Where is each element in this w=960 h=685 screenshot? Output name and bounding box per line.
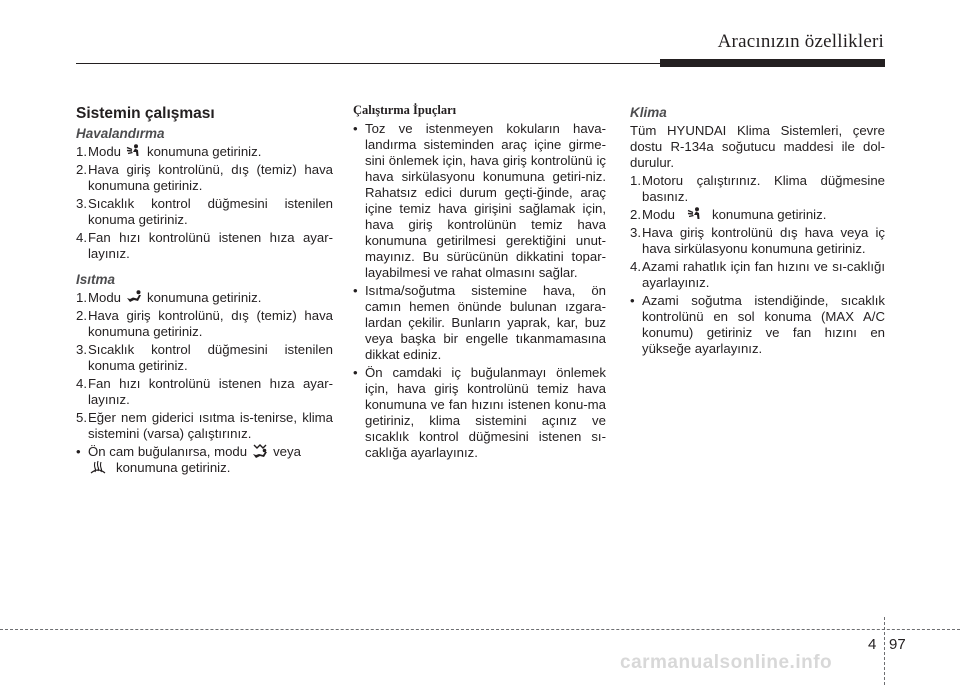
- item-number: 4.: [630, 259, 641, 274]
- column-3: [630, 100, 885, 359]
- floor-defrost-icon: [252, 444, 268, 459]
- bullet-item: [630, 293, 885, 357]
- bullet-item: [353, 283, 606, 363]
- item-number: 3.: [76, 196, 87, 211]
- item-text: Hava giriş kontrolünü, dış (temiz) hava konumuna getiriniz.: [88, 308, 333, 339]
- klima-heading: Klima: [630, 105, 667, 120]
- bullet-dot: •: [353, 121, 358, 136]
- bullet-item: [353, 365, 606, 461]
- list-item: [630, 225, 885, 257]
- list-item: [76, 144, 333, 160]
- item-text: Ön cam buğulanırsa, modu: [88, 444, 248, 459]
- floor-vent-icon: [126, 290, 142, 305]
- item-text: Modu: [642, 207, 675, 222]
- item-text: Isıtma/soğutma sistemine hava, ön camın hemen önünde bulunan ızgara-lardan çekilir. Bunların yaprak, kar, buz veya başka bir engelle tıkanmamasına dikkat ediniz.: [365, 283, 606, 362]
- item-text: Modu: [88, 144, 121, 159]
- item-text: Hava giriş kontrolünü dış hava veya iç hava sirkülasyonu konumuna getiriniz.: [642, 225, 885, 256]
- item-text: Fan hızı kontrolünü istenen hıza ayar-layınız.: [88, 376, 333, 407]
- list-item: [76, 290, 333, 306]
- item-text: Sıcaklık kontrol düğmesini istenilen konuma getiriniz.: [88, 196, 333, 227]
- item-text: Modu: [88, 290, 121, 305]
- list-item: [630, 207, 885, 223]
- item-text: Ön camdaki iç buğulanmayı önlemek için, hava giriş kontrolünü temiz hava konumuna ve fan hızını istenen konu-ma getiriniz, klima sistemini açınız ve sıcaklık kontrol düğmesini istenen sı-caklığa ayarlayınız.: [365, 365, 606, 460]
- item-number: 4.: [76, 230, 87, 245]
- page-number: 97: [889, 636, 906, 653]
- windshield-defrost-icon: [90, 460, 106, 475]
- footer-divider: [884, 617, 885, 685]
- list-item: [76, 342, 333, 374]
- item-text: Hava giriş kontrolünü, dış (temiz) hava konumuna getiriniz.: [88, 162, 333, 193]
- item-number: 3.: [76, 342, 87, 357]
- item-number: 2.: [76, 162, 87, 177]
- bullet-item: [353, 121, 606, 281]
- item-text: Azami soğutma istendiğinde, sıcaklık kontrolünü en sol konuma (MAX A/C konumu) getiriniz ve fan hızını en yükseğe ayarlayınız.: [642, 293, 885, 356]
- bullet-item: [76, 444, 333, 476]
- list-item: [76, 196, 333, 228]
- face-vent-icon: [687, 207, 703, 222]
- item-number: 5.: [76, 410, 87, 425]
- bullet-dot: •: [630, 293, 635, 308]
- item-text: Eğer nem giderici ısıtma is-tenirse, klima sistemini (varsa) çalıştırınız.: [88, 410, 333, 441]
- bullet-dot: •: [353, 283, 358, 298]
- intro-paragraph: Tüm HYUNDAI Klima Sistemleri, çevre dostu R-134a soğutucu maddesi ile dol-durulur.: [630, 123, 885, 170]
- section-title: Sistemin çalışması: [76, 105, 215, 122]
- heating-heading: Isıtma: [76, 272, 116, 287]
- item-number: 2.: [630, 207, 641, 222]
- item-number: 1.: [76, 144, 87, 159]
- tips-heading: Çalıştırma İpuçları: [353, 103, 457, 117]
- item-text: veya: [273, 444, 301, 459]
- chapter-title: Aracınızın özellikleri: [717, 31, 884, 52]
- footer-rule: [0, 629, 960, 630]
- item-text: Azami rahatlık için fan hızını ve sı-caklığı ayarlayınız.: [642, 259, 885, 290]
- watermark: carmanualsonline.info: [620, 652, 833, 673]
- bullet-dot: •: [353, 365, 358, 380]
- venting-heading: Havalandırma: [76, 126, 165, 141]
- list-item: [630, 173, 885, 205]
- list-item: [76, 230, 333, 262]
- item-number: 3.: [630, 225, 641, 240]
- list-item: [630, 259, 885, 291]
- list-item: [76, 308, 333, 340]
- item-text: konumuna getiriniz.: [712, 207, 827, 222]
- header-rule-thick: [660, 59, 885, 67]
- item-text: konumuna getiriniz.: [147, 290, 262, 305]
- column-2: [353, 100, 606, 463]
- list-item: [76, 410, 333, 442]
- item-text: Sıcaklık kontrol düğmesini istenilen konuma getiriniz.: [88, 342, 333, 373]
- item-number: 1.: [76, 290, 87, 305]
- item-text: konumuna getiriniz.: [116, 460, 231, 475]
- item-text: Fan hızı kontrolünü istenen hıza ayar-layınız.: [88, 230, 333, 261]
- column-1: [76, 100, 333, 478]
- face-vent-icon: [126, 144, 142, 159]
- bullet-dot: •: [76, 444, 81, 459]
- item-number: 2.: [76, 308, 87, 323]
- item-text: Motoru çalıştırınız. Klima düğmesine basınız.: [642, 173, 885, 204]
- item-text: Toz ve istenmeyen kokuların hava-landırma sisteminden araç içine girme-sini önlemek için, hava giriş kontrolünü iç hava sirkülasyonu konumuna getiri-niz. Rahatsız edici durum geçti-ğinde, araç içine temiz hava girişini sağlamak için, hava giriş kontrolünün temiz hava konumuna getirilmesi gerektiğini unut-mayınız. Bu sürücünün dikkatini topar-layabilmesi ve rahat olmasını sağlar.: [365, 121, 606, 280]
- item-number: 4.: [76, 376, 87, 391]
- list-item: [76, 162, 333, 194]
- chapter-number: 4: [868, 636, 877, 653]
- list-item: [76, 376, 333, 408]
- item-text: konumuna getiriniz.: [147, 144, 262, 159]
- item-number: 1.: [630, 173, 641, 188]
